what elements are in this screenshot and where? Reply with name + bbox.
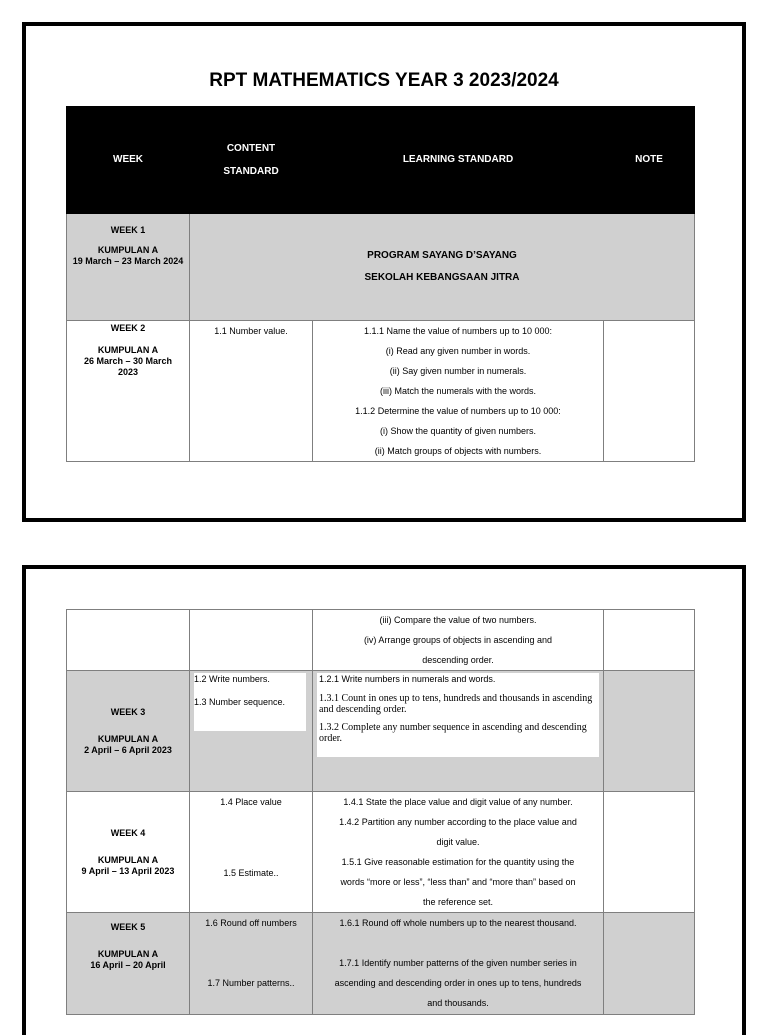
learning-item: 1.1.2 Determine the value of numbers up to 10 000: [355, 406, 561, 416]
scheme-table-page-2 [66, 609, 695, 1015]
scheme-table-page-1 [66, 106, 695, 462]
learning-item: 1.6.1 Round off whole numbers up to the nearest thousand. [339, 918, 577, 928]
group-label: KUMPULAN A [97, 733, 159, 744]
learning-item: 1.3.2 Complete any number sequence in ascending and descending order. [319, 722, 587, 744]
learning-item: (i) Show the quantity of given numbers. [379, 426, 537, 436]
table-row-week-5 [67, 913, 695, 1015]
week-label: WEEK 5 [110, 922, 146, 932]
learning-item: ascending and descending order in ones up to tens, hundreds [334, 978, 582, 988]
note-cell [604, 671, 695, 792]
learning-box [317, 673, 599, 757]
content-standard-cell [190, 321, 313, 462]
header-content-standard [190, 107, 313, 214]
learning-item: (i) Read any given number in words. [385, 346, 531, 356]
program-cell [190, 214, 695, 321]
school-name: SEKOLAH KEBANGSAAN JITRA [364, 272, 520, 283]
group-label: KUMPULAN A [97, 854, 159, 865]
learning-item: 1.4.1 State the place value and digit value of any number. [343, 797, 573, 807]
learning-item: descending order. [422, 655, 494, 665]
learning-item: 1.2.1 Write numbers in numerals and words. [319, 674, 496, 684]
program-name: PROGRAM SAYANG D’SAYANG [367, 250, 517, 261]
date-range: 9 April – 13 April 2023 [81, 865, 175, 876]
week-4-cell [67, 792, 190, 913]
learning-item: words “more or less”, “less than” and “more than” based on [340, 877, 576, 887]
header-content-line2: STANDARD [223, 166, 279, 177]
document-title: RPT MATHEMATICS YEAR 3 2023/2024 [209, 70, 559, 91]
table-row-week-3 [67, 671, 695, 792]
content-item: 1.5 Estimate.. [223, 868, 279, 878]
learning-standard-cell [313, 321, 604, 462]
content-item: 1.3 Number sequence. [194, 697, 286, 707]
learning-standard-cell [313, 913, 604, 1015]
date-range: 26 March – 30 March 2023 [83, 356, 173, 377]
date-range: 2 April – 6 April 2023 [84, 744, 172, 755]
group-label: KUMPULAN A [97, 245, 159, 255]
learning-item: (iii) Compare the value of two numbers. [379, 615, 537, 625]
learning-item: the reference set. [422, 897, 494, 907]
document-page-2 [22, 565, 746, 1035]
note-cell [604, 792, 695, 913]
learning-item: (iii) Match the numerals with the words. [379, 386, 537, 396]
group-label: KUMPULAN A [97, 949, 159, 959]
date-range: 19 March – 23 March 2024 [72, 256, 184, 266]
week-1-cell [67, 214, 190, 321]
content-item: 1.7 Number patterns.. [207, 978, 295, 988]
learning-item: 1.1.1 Name the value of numbers up to 10 000: [363, 326, 553, 336]
week-label: WEEK 2 [110, 323, 146, 333]
content-standard-cell [190, 792, 313, 913]
content-box [194, 673, 306, 731]
week-label: WEEK 1 [110, 225, 146, 235]
learning-standard-cell [313, 792, 604, 913]
learning-item: 1.7.1 Identify number patterns of the given number series in [339, 958, 577, 968]
document-page-1 [22, 22, 746, 522]
learning-standard-cell [313, 610, 604, 671]
table-row-week-2-continued [67, 610, 695, 671]
content-item: 1.6 Round off numbers [205, 918, 297, 928]
learning-item: digit value. [436, 837, 480, 847]
header-content-line1: CONTENT [226, 143, 276, 154]
header-learning-standard: LEARNING STANDARD [313, 107, 604, 214]
week-label: WEEK 4 [110, 827, 146, 838]
table-header-row [67, 107, 695, 214]
learning-standard-cell [313, 671, 604, 792]
learning-item: (iv) Arrange groups of objects in ascending and [363, 635, 553, 645]
header-note: NOTE [604, 107, 695, 214]
week-5-cell [67, 913, 190, 1015]
note-cell [604, 913, 695, 1015]
content-standard-cell-empty [190, 610, 313, 671]
content-item: 1.4 Place value [220, 797, 282, 807]
table-row-week-1 [67, 214, 695, 321]
week-cell-empty [67, 610, 190, 671]
week-2-cell [67, 321, 190, 462]
learning-item: and thousands. [427, 998, 489, 1008]
week-label: WEEK 3 [110, 706, 146, 717]
date-range: 16 April – 20 April [90, 960, 166, 970]
content-standard-cell [190, 671, 313, 792]
content-item: 1.1 Number value. [214, 326, 288, 336]
content-item: 1.2 Write numbers. [194, 674, 270, 684]
note-cell [604, 321, 695, 462]
learning-item: 1.5.1 Give reasonable estimation for the quantity using the [341, 857, 575, 867]
learning-item: (ii) Match groups of objects with numbers. [374, 446, 542, 456]
learning-item: 1.3.1 Count in ones up to tens, hundreds and thousands in ascending and descending order. [319, 693, 593, 715]
table-row-week-4 [67, 792, 695, 913]
note-cell [604, 610, 695, 671]
header-week: WEEK [67, 107, 190, 214]
week-3-cell [67, 671, 190, 792]
content-standard-cell [190, 913, 313, 1015]
group-label: KUMPULAN A [97, 345, 159, 355]
table-row-week-2 [67, 321, 695, 462]
learning-item: (ii) Say given number in numerals. [389, 366, 527, 376]
learning-item: 1.4.2 Partition any number according to the place value and [339, 817, 577, 827]
